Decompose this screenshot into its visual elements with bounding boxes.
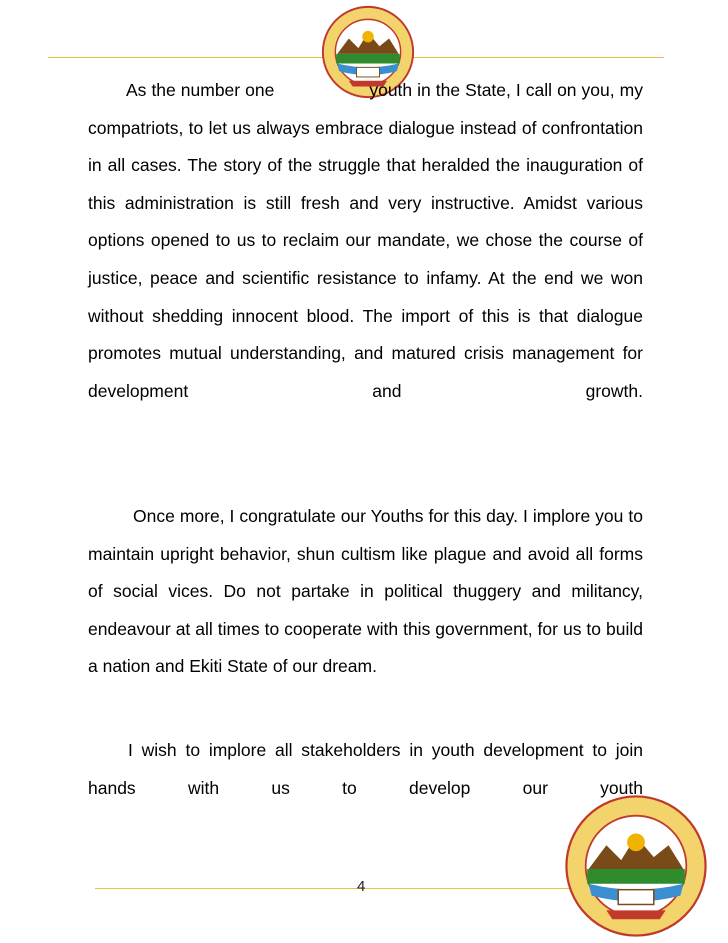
footer-rule xyxy=(95,888,570,889)
text-line: chose the course of justice, peace and scientific xyxy=(88,230,644,288)
paragraph-2 xyxy=(88,498,643,686)
text-line: youth in the State, I call xyxy=(369,80,553,100)
paragraph-3 xyxy=(88,732,643,807)
text-line: innocent blood. The import of this is that dialogue xyxy=(231,305,643,326)
text-line: development to join hands with us to develop our youth xyxy=(88,740,643,798)
text-line: resistance to infamy. At the end we won without shedding xyxy=(88,267,643,326)
text-line: administration is still fresh and very instructive. Amidst xyxy=(124,192,577,213)
text-line: Once more, I congratulate our Youths for this day. I xyxy=(133,506,528,526)
text-line: implore you to maintain upright behavior, shun cultism like xyxy=(88,506,643,564)
governor-seal-logo-footer xyxy=(562,792,710,940)
paragraph-1 xyxy=(88,72,643,410)
text-line: plague and avoid all forms of social vices. Do not partake xyxy=(88,543,643,602)
text-line: management for development and growth. xyxy=(88,343,643,401)
text-line: and Ekiti State of our dream. xyxy=(155,656,377,677)
page-number: 4 xyxy=(357,878,366,895)
text-line: in political thuggery and militancy, endeavour at all times xyxy=(88,581,643,639)
text-line: I wish to implore all stakeholders in youth xyxy=(128,740,475,760)
text-line: As the number one xyxy=(126,80,275,100)
seal-graphic xyxy=(562,792,710,940)
text-line: instead of confrontation in all cases. The story of the xyxy=(88,117,643,176)
text-line: on you, my compatriots, to let us always embrace dialogue xyxy=(88,80,643,138)
text-line: promotes mutual understanding, and matured crisis xyxy=(88,343,504,364)
text-line: struggle that heralded the inauguration of this xyxy=(88,155,643,213)
text-line: to cooperate with this government, for us to build a nation xyxy=(88,618,643,677)
text-line: various options opened to us to reclaim our mandate, we xyxy=(88,192,643,251)
